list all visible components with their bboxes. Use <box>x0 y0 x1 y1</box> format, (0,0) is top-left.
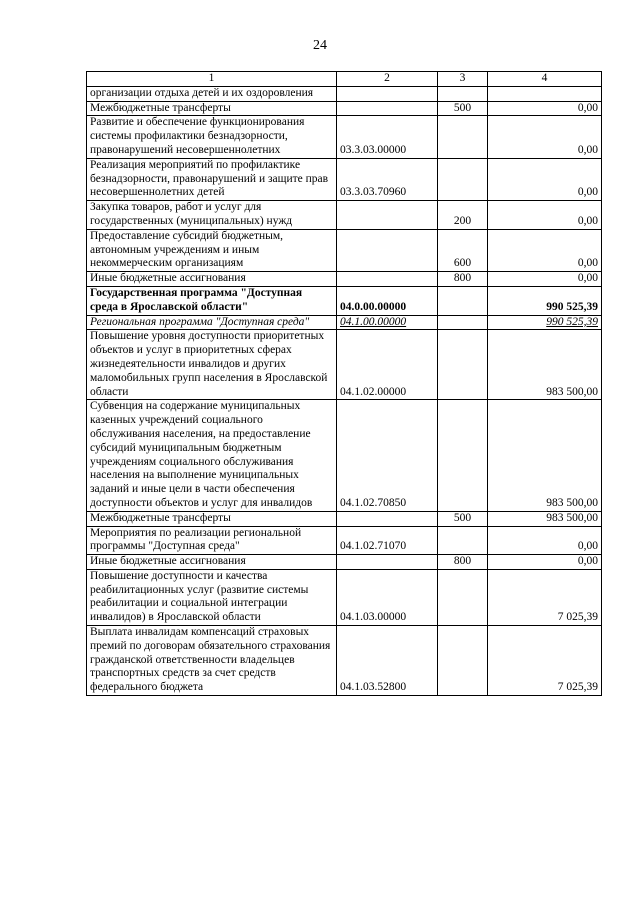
row-type-cell: 200 <box>438 201 488 230</box>
row-amount-cell: 0,00 <box>488 555 602 570</box>
budget-table <box>86 71 602 696</box>
row-type-cell <box>438 286 488 315</box>
table-row <box>87 116 602 158</box>
row-name-cell: Иные бюджетные ассигнования <box>87 555 337 570</box>
row-type-cell: 600 <box>438 229 488 271</box>
table-row <box>87 511 602 526</box>
table-row <box>87 569 602 625</box>
row-amount-cell: 7 025,39 <box>488 569 602 625</box>
row-code-cell <box>337 511 438 526</box>
row-code-cell: 03.3.03.70960 <box>337 158 438 200</box>
row-amount-cell: 0,00 <box>488 526 602 555</box>
row-type-cell <box>438 116 488 158</box>
row-amount-cell: 7 025,39 <box>488 626 602 696</box>
row-code-cell: 04.1.02.70850 <box>337 400 438 511</box>
table-row <box>87 201 602 230</box>
row-code-cell <box>337 101 438 116</box>
column-header-type: 3 <box>438 72 488 87</box>
row-type-cell <box>438 86 488 101</box>
row-code-cell <box>337 229 438 271</box>
table-row <box>87 101 602 116</box>
row-code-cell <box>337 201 438 230</box>
row-name-cell: Развитие и обеспечение функционирования системы профилактики безнадзорности, правонарушений несовершеннолетних <box>87 116 337 158</box>
row-amount-cell: 0,00 <box>488 272 602 287</box>
row-name-cell: Повышение доступности и качества реабилитационных услуг (развитие системы реабилитации и социальной интеграции инвалидов) в Ярославской области <box>87 569 337 625</box>
row-code-cell: 04.1.02.00000 <box>337 330 438 400</box>
table-body <box>87 86 602 695</box>
row-code-cell: 04.1.03.00000 <box>337 569 438 625</box>
page-number: 24 <box>313 38 327 53</box>
row-name-cell: Повышение уровня доступности приоритетных объектов и услуг в приоритетных сферах жизнедеятельности инвалидов и других маломобильных групп населения в Ярославской области <box>87 330 337 400</box>
table-row <box>87 526 602 555</box>
table-header-row <box>87 72 602 87</box>
table-row <box>87 555 602 570</box>
row-name-cell: Государственная программа "Доступная среда в Ярославской области" <box>87 286 337 315</box>
row-type-cell <box>438 400 488 511</box>
row-name-cell: Реализация мероприятий по профилактике безнадзорности, правонарушений и защите прав несовершеннолетних детей <box>87 158 337 200</box>
table-row <box>87 315 602 330</box>
row-amount-cell: 0,00 <box>488 201 602 230</box>
row-name-cell: Межбюджетные трансферты <box>87 511 337 526</box>
row-name-cell: Мероприятия по реализации региональной программы "Доступная среда" <box>87 526 337 555</box>
row-name-cell: Региональная программа "Доступная среда" <box>87 315 337 330</box>
table-row <box>87 286 602 315</box>
row-name-cell: Закупка товаров, работ и услуг для государственных (муниципальных) нужд <box>87 201 337 230</box>
row-code-cell: 04.1.02.71070 <box>337 526 438 555</box>
table-row <box>87 400 602 511</box>
row-amount-cell: 0,00 <box>488 116 602 158</box>
row-name-cell: Выплата инвалидам компенсаций страховых премий по договорам обязательного страхования гражданской ответственности владельцев транспортных средств за счет средств федерального бюджета <box>87 626 337 696</box>
row-type-cell <box>438 158 488 200</box>
row-code-cell: 04.0.00.00000 <box>337 286 438 315</box>
row-amount-cell: 0,00 <box>488 229 602 271</box>
table-row <box>87 229 602 271</box>
row-code-cell: 04.1.03.52800 <box>337 626 438 696</box>
table-row <box>87 272 602 287</box>
row-code-cell <box>337 555 438 570</box>
row-name-cell: организации отдыха детей и их оздоровления <box>87 86 337 101</box>
column-header-code: 2 <box>337 72 438 87</box>
table-row <box>87 330 602 400</box>
row-amount-cell <box>488 86 602 101</box>
row-code-cell: 04.1.00.00000 <box>337 315 438 330</box>
table-row <box>87 626 602 696</box>
column-header-amount: 4 <box>488 72 602 87</box>
row-type-cell <box>438 626 488 696</box>
row-type-cell <box>438 569 488 625</box>
row-type-cell: 500 <box>438 511 488 526</box>
row-code-cell <box>337 86 438 101</box>
row-name-cell: Предоставление субсидий бюджетным, автономным учреждениям и иным некоммерческим организациям <box>87 229 337 271</box>
row-amount-cell: 990 525,39 <box>488 286 602 315</box>
row-type-cell <box>438 526 488 555</box>
row-amount-cell: 983 500,00 <box>488 400 602 511</box>
row-code-cell: 03.3.03.00000 <box>337 116 438 158</box>
row-type-cell <box>438 315 488 330</box>
row-type-cell: 800 <box>438 555 488 570</box>
row-type-cell <box>438 330 488 400</box>
row-name-cell: Межбюджетные трансферты <box>87 101 337 116</box>
row-name-cell: Иные бюджетные ассигнования <box>87 272 337 287</box>
row-amount-cell: 990 525,39 <box>488 315 602 330</box>
table-row <box>87 158 602 200</box>
row-amount-cell: 983 500,00 <box>488 330 602 400</box>
column-header-name: 1 <box>87 72 337 87</box>
row-type-cell: 500 <box>438 101 488 116</box>
row-amount-cell: 0,00 <box>488 101 602 116</box>
row-amount-cell: 0,00 <box>488 158 602 200</box>
row-type-cell: 800 <box>438 272 488 287</box>
row-name-cell: Субвенция на содержание муниципальных казенных учреждений социального обслуживания населения, на предоставление субсидий муниципальным бюджетным учреждениям социального обслуживания населения на выполнение муниципальных заданий и иные цели в части обеспечения доступности объектов и услуг для инвалидов <box>87 400 337 511</box>
row-code-cell <box>337 272 438 287</box>
table-row <box>87 86 602 101</box>
row-amount-cell: 983 500,00 <box>488 511 602 526</box>
